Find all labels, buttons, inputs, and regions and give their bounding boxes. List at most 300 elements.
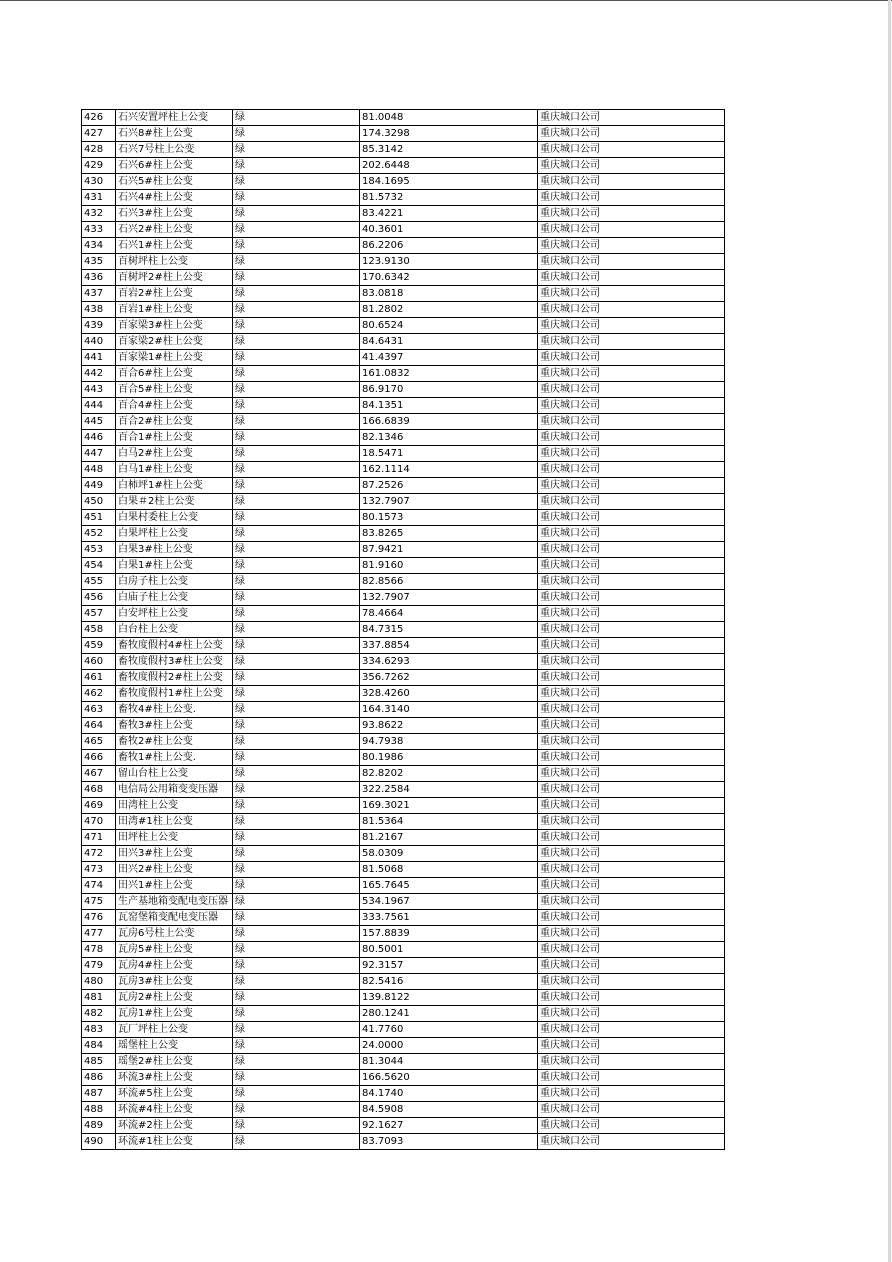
measurement-value-cell[interactable]: 41.7760 — [360, 1022, 538, 1038]
company-name-cell[interactable]: 重庆城口公司 — [538, 990, 725, 1006]
row-number-cell[interactable]: 472 — [82, 846, 116, 862]
measurement-value-cell[interactable]: 94.7938 — [360, 734, 538, 750]
transformer-name-cell[interactable]: 百合2#柱上公变 — [116, 414, 233, 430]
company-name-cell[interactable]: 重庆城口公司 — [538, 750, 725, 766]
company-name-cell[interactable]: 重庆城口公司 — [538, 1054, 725, 1070]
row-number-cell[interactable]: 454 — [82, 558, 116, 574]
row-number-cell[interactable]: 437 — [82, 286, 116, 302]
company-name-cell[interactable]: 重庆城口公司 — [538, 462, 725, 478]
status-color-cell[interactable]: 绿 — [233, 478, 360, 494]
row-number-cell[interactable]: 482 — [82, 1006, 116, 1022]
measurement-value-cell[interactable]: 202.6448 — [360, 158, 538, 174]
transformer-name-cell[interactable]: 百合6#柱上公变 — [116, 366, 233, 382]
row-number-cell[interactable]: 458 — [82, 622, 116, 638]
measurement-value-cell[interactable]: 18.5471 — [360, 446, 538, 462]
row-number-cell[interactable]: 460 — [82, 654, 116, 670]
company-name-cell[interactable]: 重庆城口公司 — [538, 782, 725, 798]
company-name-cell[interactable]: 重庆城口公司 — [538, 670, 725, 686]
transformer-name-cell[interactable]: 瓦房4#柱上公变 — [116, 958, 233, 974]
row-number-cell[interactable]: 477 — [82, 926, 116, 942]
company-name-cell[interactable]: 重庆城口公司 — [538, 446, 725, 462]
measurement-value-cell[interactable]: 93.8622 — [360, 718, 538, 734]
company-name-cell[interactable]: 重庆城口公司 — [538, 382, 725, 398]
row-number-cell[interactable]: 478 — [82, 942, 116, 958]
status-color-cell[interactable]: 绿 — [233, 222, 360, 238]
transformer-name-cell[interactable]: 百合5#柱上公变 — [116, 382, 233, 398]
row-number-cell[interactable]: 471 — [82, 830, 116, 846]
company-name-cell[interactable]: 重庆城口公司 — [538, 334, 725, 350]
company-name-cell[interactable]: 重庆城口公司 — [538, 1118, 725, 1134]
company-name-cell[interactable]: 重庆城口公司 — [538, 494, 725, 510]
company-name-cell[interactable]: 重庆城口公司 — [538, 510, 725, 526]
status-color-cell[interactable]: 绿 — [233, 110, 360, 126]
company-name-cell[interactable]: 重庆城口公司 — [538, 286, 725, 302]
status-color-cell[interactable]: 绿 — [233, 974, 360, 990]
measurement-value-cell[interactable]: 86.2206 — [360, 238, 538, 254]
status-color-cell[interactable]: 绿 — [233, 1086, 360, 1102]
row-number-cell[interactable]: 484 — [82, 1038, 116, 1054]
row-number-cell[interactable]: 483 — [82, 1022, 116, 1038]
company-name-cell[interactable]: 重庆城口公司 — [538, 718, 725, 734]
status-color-cell[interactable]: 绿 — [233, 814, 360, 830]
company-name-cell[interactable]: 重庆城口公司 — [538, 414, 725, 430]
measurement-value-cell[interactable]: 165.7645 — [360, 878, 538, 894]
transformer-name-cell[interactable]: 电信局公用箱变变压器 — [116, 782, 233, 798]
row-number-cell[interactable]: 455 — [82, 574, 116, 590]
transformer-name-cell[interactable]: 白果村委柱上公变 — [116, 510, 233, 526]
transformer-name-cell[interactable]: 畜牧4#柱上公变. — [116, 702, 233, 718]
transformer-name-cell[interactable]: 白果3#柱上公变 — [116, 542, 233, 558]
row-number-cell[interactable]: 431 — [82, 190, 116, 206]
status-color-cell[interactable]: 绿 — [233, 1054, 360, 1070]
measurement-value-cell[interactable]: 81.2167 — [360, 830, 538, 846]
row-number-cell[interactable]: 487 — [82, 1086, 116, 1102]
transformer-name-cell[interactable]: 石兴5#柱上公变 — [116, 174, 233, 190]
transformer-name-cell[interactable]: 百树坪柱上公变 — [116, 254, 233, 270]
company-name-cell[interactable]: 重庆城口公司 — [538, 574, 725, 590]
transformer-name-cell[interactable]: 百岩1#柱上公变 — [116, 302, 233, 318]
measurement-value-cell[interactable]: 92.3157 — [360, 958, 538, 974]
company-name-cell[interactable]: 重庆城口公司 — [538, 958, 725, 974]
measurement-value-cell[interactable]: 84.6431 — [360, 334, 538, 350]
status-color-cell[interactable]: 绿 — [233, 942, 360, 958]
transformer-name-cell[interactable]: 百树坪2#柱上公变 — [116, 270, 233, 286]
transformer-name-cell[interactable]: 百岩2#柱上公变 — [116, 286, 233, 302]
status-color-cell[interactable]: 绿 — [233, 350, 360, 366]
transformer-name-cell[interactable]: 环流#2柱上公变 — [116, 1118, 233, 1134]
company-name-cell[interactable]: 重庆城口公司 — [538, 126, 725, 142]
transformer-name-cell[interactable]: 石兴6#柱上公变 — [116, 158, 233, 174]
status-color-cell[interactable]: 绿 — [233, 734, 360, 750]
transformer-name-cell[interactable]: 石兴1#柱上公变 — [116, 238, 233, 254]
company-name-cell[interactable]: 重庆城口公司 — [538, 158, 725, 174]
row-number-cell[interactable]: 466 — [82, 750, 116, 766]
transformer-name-cell[interactable]: 环流#4柱上公变 — [116, 1102, 233, 1118]
status-color-cell[interactable]: 绿 — [233, 254, 360, 270]
company-name-cell[interactable]: 重庆城口公司 — [538, 366, 725, 382]
status-color-cell[interactable]: 绿 — [233, 910, 360, 926]
measurement-value-cell[interactable]: 80.1986 — [360, 750, 538, 766]
row-number-cell[interactable]: 461 — [82, 670, 116, 686]
company-name-cell[interactable]: 重庆城口公司 — [538, 174, 725, 190]
row-number-cell[interactable]: 474 — [82, 878, 116, 894]
status-color-cell[interactable]: 绿 — [233, 318, 360, 334]
transformer-name-cell[interactable]: 生产基地箱变配电变压器 — [116, 894, 233, 910]
measurement-value-cell[interactable]: 123.9130 — [360, 254, 538, 270]
company-name-cell[interactable]: 重庆城口公司 — [538, 894, 725, 910]
transformer-name-cell[interactable]: 畜牧3#柱上公变 — [116, 718, 233, 734]
measurement-value-cell[interactable]: 40.3601 — [360, 222, 538, 238]
company-name-cell[interactable]: 重庆城口公司 — [538, 318, 725, 334]
status-color-cell[interactable]: 绿 — [233, 830, 360, 846]
status-color-cell[interactable]: 绿 — [233, 718, 360, 734]
measurement-value-cell[interactable]: 84.5908 — [360, 1102, 538, 1118]
company-name-cell[interactable]: 重庆城口公司 — [538, 702, 725, 718]
status-color-cell[interactable]: 绿 — [233, 462, 360, 478]
row-number-cell[interactable]: 470 — [82, 814, 116, 830]
transformer-name-cell[interactable]: 田兴1#柱上公变 — [116, 878, 233, 894]
status-color-cell[interactable]: 绿 — [233, 638, 360, 654]
status-color-cell[interactable]: 绿 — [233, 926, 360, 942]
row-number-cell[interactable]: 489 — [82, 1118, 116, 1134]
transformer-name-cell[interactable]: 田兴3#柱上公变 — [116, 846, 233, 862]
row-number-cell[interactable]: 426 — [82, 110, 116, 126]
status-color-cell[interactable]: 绿 — [233, 1070, 360, 1086]
row-number-cell[interactable]: 485 — [82, 1054, 116, 1070]
row-number-cell[interactable]: 463 — [82, 702, 116, 718]
measurement-value-cell[interactable]: 184.1695 — [360, 174, 538, 190]
company-name-cell[interactable]: 重庆城口公司 — [538, 734, 725, 750]
row-number-cell[interactable]: 428 — [82, 142, 116, 158]
transformer-name-cell[interactable]: 瓦房1#柱上公变 — [116, 1006, 233, 1022]
transformer-name-cell[interactable]: 瓦房2#柱上公变 — [116, 990, 233, 1006]
status-color-cell[interactable]: 绿 — [233, 510, 360, 526]
measurement-value-cell[interactable]: 132.7907 — [360, 590, 538, 606]
company-name-cell[interactable]: 重庆城口公司 — [538, 542, 725, 558]
measurement-value-cell[interactable]: 84.7315 — [360, 622, 538, 638]
company-name-cell[interactable]: 重庆城口公司 — [538, 1070, 725, 1086]
company-name-cell[interactable]: 重庆城口公司 — [538, 430, 725, 446]
transformer-name-cell[interactable]: 白马1#柱上公变 — [116, 462, 233, 478]
measurement-value-cell[interactable]: 84.1740 — [360, 1086, 538, 1102]
row-number-cell[interactable]: 438 — [82, 302, 116, 318]
transformer-name-cell[interactable]: 田湾柱上公变 — [116, 798, 233, 814]
status-color-cell[interactable]: 绿 — [233, 1134, 360, 1150]
transformer-name-cell[interactable]: 白房子柱上公变 — [116, 574, 233, 590]
measurement-value-cell[interactable]: 81.9160 — [360, 558, 538, 574]
row-number-cell[interactable]: 445 — [82, 414, 116, 430]
transformer-name-cell[interactable]: 环流#1柱上公变 — [116, 1134, 233, 1150]
company-name-cell[interactable]: 重庆城口公司 — [538, 398, 725, 414]
status-color-cell[interactable]: 绿 — [233, 958, 360, 974]
measurement-value-cell[interactable]: 337.8854 — [360, 638, 538, 654]
row-number-cell[interactable]: 456 — [82, 590, 116, 606]
status-color-cell[interactable]: 绿 — [233, 238, 360, 254]
status-color-cell[interactable]: 绿 — [233, 366, 360, 382]
status-color-cell[interactable]: 绿 — [233, 990, 360, 1006]
row-number-cell[interactable]: 480 — [82, 974, 116, 990]
transformer-name-cell[interactable]: 白台柱上公变 — [116, 622, 233, 638]
measurement-value-cell[interactable]: 80.6524 — [360, 318, 538, 334]
transformer-name-cell[interactable]: 白安坪柱上公变 — [116, 606, 233, 622]
status-color-cell[interactable]: 绿 — [233, 862, 360, 878]
status-color-cell[interactable]: 绿 — [233, 398, 360, 414]
company-name-cell[interactable]: 重庆城口公司 — [538, 798, 725, 814]
company-name-cell[interactable]: 重庆城口公司 — [538, 638, 725, 654]
status-color-cell[interactable]: 绿 — [233, 1102, 360, 1118]
measurement-value-cell[interactable]: 78.4664 — [360, 606, 538, 622]
measurement-value-cell[interactable]: 534.1967 — [360, 894, 538, 910]
status-color-cell[interactable]: 绿 — [233, 670, 360, 686]
row-number-cell[interactable]: 468 — [82, 782, 116, 798]
transformer-name-cell[interactable]: 百合4#柱上公变 — [116, 398, 233, 414]
row-number-cell[interactable]: 436 — [82, 270, 116, 286]
company-name-cell[interactable]: 重庆城口公司 — [538, 654, 725, 670]
status-color-cell[interactable]: 绿 — [233, 1022, 360, 1038]
measurement-value-cell[interactable]: 81.0048 — [360, 110, 538, 126]
transformer-name-cell[interactable]: 瓦窑堡箱变配电变压器 — [116, 910, 233, 926]
row-number-cell[interactable]: 435 — [82, 254, 116, 270]
transformer-name-cell[interactable]: 石兴2#柱上公变 — [116, 222, 233, 238]
measurement-value-cell[interactable]: 334.6293 — [360, 654, 538, 670]
status-color-cell[interactable]: 绿 — [233, 286, 360, 302]
status-color-cell[interactable]: 绿 — [233, 270, 360, 286]
status-color-cell[interactable]: 绿 — [233, 126, 360, 142]
transformer-name-cell[interactable]: 百家梁2#柱上公变 — [116, 334, 233, 350]
company-name-cell[interactable]: 重庆城口公司 — [538, 478, 725, 494]
measurement-value-cell[interactable]: 161.0832 — [360, 366, 538, 382]
row-number-cell[interactable]: 446 — [82, 430, 116, 446]
measurement-value-cell[interactable]: 170.6342 — [360, 270, 538, 286]
transformer-name-cell[interactable]: 瓦房6号柱上公变 — [116, 926, 233, 942]
company-name-cell[interactable]: 重庆城口公司 — [538, 846, 725, 862]
transformer-name-cell[interactable]: 畜牧1#柱上公变. — [116, 750, 233, 766]
measurement-value-cell[interactable]: 83.8265 — [360, 526, 538, 542]
row-number-cell[interactable]: 453 — [82, 542, 116, 558]
row-number-cell[interactable]: 430 — [82, 174, 116, 190]
measurement-value-cell[interactable]: 81.5364 — [360, 814, 538, 830]
status-color-cell[interactable]: 绿 — [233, 1118, 360, 1134]
row-number-cell[interactable]: 481 — [82, 990, 116, 1006]
row-number-cell[interactable]: 429 — [82, 158, 116, 174]
measurement-value-cell[interactable]: 41.4397 — [360, 350, 538, 366]
transformer-name-cell[interactable]: 环流3#柱上公变 — [116, 1070, 233, 1086]
transformer-name-cell[interactable]: 白果坪柱上公变 — [116, 526, 233, 542]
row-number-cell[interactable]: 427 — [82, 126, 116, 142]
status-color-cell[interactable]: 绿 — [233, 158, 360, 174]
row-number-cell[interactable]: 469 — [82, 798, 116, 814]
measurement-value-cell[interactable]: 174.3298 — [360, 126, 538, 142]
status-color-cell[interactable]: 绿 — [233, 1006, 360, 1022]
row-number-cell[interactable]: 473 — [82, 862, 116, 878]
measurement-value-cell[interactable]: 157.8839 — [360, 926, 538, 942]
row-number-cell[interactable]: 441 — [82, 350, 116, 366]
status-color-cell[interactable]: 绿 — [233, 414, 360, 430]
row-number-cell[interactable]: 451 — [82, 510, 116, 526]
company-name-cell[interactable]: 重庆城口公司 — [538, 1006, 725, 1022]
transformer-name-cell[interactable]: 留山台柱上公变 — [116, 766, 233, 782]
status-color-cell[interactable]: 绿 — [233, 430, 360, 446]
measurement-value-cell[interactable]: 162.1114 — [360, 462, 538, 478]
row-number-cell[interactable]: 443 — [82, 382, 116, 398]
measurement-value-cell[interactable]: 132.7907 — [360, 494, 538, 510]
transformer-name-cell[interactable]: 瓦厂坪柱上公变 — [116, 1022, 233, 1038]
row-number-cell[interactable]: 452 — [82, 526, 116, 542]
measurement-value-cell[interactable]: 169.3021 — [360, 798, 538, 814]
row-number-cell[interactable]: 490 — [82, 1134, 116, 1150]
measurement-value-cell[interactable]: 86.9170 — [360, 382, 538, 398]
measurement-value-cell[interactable]: 81.5068 — [360, 862, 538, 878]
row-number-cell[interactable]: 450 — [82, 494, 116, 510]
company-name-cell[interactable]: 重庆城口公司 — [538, 974, 725, 990]
measurement-value-cell[interactable]: 164.3140 — [360, 702, 538, 718]
status-color-cell[interactable]: 绿 — [233, 334, 360, 350]
measurement-value-cell[interactable]: 322.2584 — [360, 782, 538, 798]
measurement-value-cell[interactable]: 82.1346 — [360, 430, 538, 446]
status-color-cell[interactable]: 绿 — [233, 590, 360, 606]
company-name-cell[interactable]: 重庆城口公司 — [538, 606, 725, 622]
status-color-cell[interactable]: 绿 — [233, 622, 360, 638]
status-color-cell[interactable]: 绿 — [233, 174, 360, 190]
company-name-cell[interactable]: 重庆城口公司 — [538, 1102, 725, 1118]
company-name-cell[interactable]: 重庆城口公司 — [538, 590, 725, 606]
row-number-cell[interactable]: 486 — [82, 1070, 116, 1086]
company-name-cell[interactable]: 重庆城口公司 — [538, 558, 725, 574]
transformer-name-cell[interactable]: 田兴2#柱上公变 — [116, 862, 233, 878]
measurement-value-cell[interactable]: 80.5001 — [360, 942, 538, 958]
transformer-name-cell[interactable]: 瓦房3#柱上公变 — [116, 974, 233, 990]
row-number-cell[interactable]: 432 — [82, 206, 116, 222]
status-color-cell[interactable]: 绿 — [233, 686, 360, 702]
company-name-cell[interactable]: 重庆城口公司 — [538, 766, 725, 782]
status-color-cell[interactable]: 绿 — [233, 142, 360, 158]
status-color-cell[interactable]: 绿 — [233, 558, 360, 574]
measurement-value-cell[interactable]: 83.0818 — [360, 286, 538, 302]
company-name-cell[interactable]: 重庆城口公司 — [538, 830, 725, 846]
measurement-value-cell[interactable]: 328.4260 — [360, 686, 538, 702]
measurement-value-cell[interactable]: 81.2802 — [360, 302, 538, 318]
row-number-cell[interactable]: 440 — [82, 334, 116, 350]
company-name-cell[interactable]: 重庆城口公司 — [538, 254, 725, 270]
status-color-cell[interactable]: 绿 — [233, 574, 360, 590]
status-color-cell[interactable]: 绿 — [233, 702, 360, 718]
transformer-name-cell[interactable]: 环流#5柱上公变 — [116, 1086, 233, 1102]
row-number-cell[interactable]: 449 — [82, 478, 116, 494]
transformer-name-cell[interactable]: 石兴8#柱上公变 — [116, 126, 233, 142]
measurement-value-cell[interactable]: 87.2526 — [360, 478, 538, 494]
status-color-cell[interactable]: 绿 — [233, 494, 360, 510]
transformer-name-cell[interactable]: 田湾#1柱上公变 — [116, 814, 233, 830]
company-name-cell[interactable]: 重庆城口公司 — [538, 910, 725, 926]
company-name-cell[interactable]: 重庆城口公司 — [538, 350, 725, 366]
transformer-name-cell[interactable]: 白庙子柱上公变 — [116, 590, 233, 606]
company-name-cell[interactable]: 重庆城口公司 — [538, 302, 725, 318]
transformer-name-cell[interactable]: 石兴4#柱上公变 — [116, 190, 233, 206]
company-name-cell[interactable]: 重庆城口公司 — [538, 686, 725, 702]
row-number-cell[interactable]: 476 — [82, 910, 116, 926]
status-color-cell[interactable]: 绿 — [233, 894, 360, 910]
company-name-cell[interactable]: 重庆城口公司 — [538, 190, 725, 206]
company-name-cell[interactable]: 重庆城口公司 — [538, 862, 725, 878]
transformer-name-cell[interactable]: 石兴3#柱上公变 — [116, 206, 233, 222]
status-color-cell[interactable]: 绿 — [233, 782, 360, 798]
status-color-cell[interactable]: 绿 — [233, 382, 360, 398]
measurement-value-cell[interactable]: 166.5620 — [360, 1070, 538, 1086]
company-name-cell[interactable]: 重庆城口公司 — [538, 942, 725, 958]
measurement-value-cell[interactable]: 280.1241 — [360, 1006, 538, 1022]
status-color-cell[interactable]: 绿 — [233, 878, 360, 894]
transformer-name-cell[interactable]: 百家梁1#柱上公变 — [116, 350, 233, 366]
status-color-cell[interactable]: 绿 — [233, 190, 360, 206]
transformer-name-cell[interactable]: 白马2#柱上公变 — [116, 446, 233, 462]
company-name-cell[interactable]: 重庆城口公司 — [538, 526, 725, 542]
row-number-cell[interactable]: 464 — [82, 718, 116, 734]
status-color-cell[interactable]: 绿 — [233, 846, 360, 862]
row-number-cell[interactable]: 475 — [82, 894, 116, 910]
transformer-name-cell[interactable]: 畜牧度假村3#柱上公变 — [116, 654, 233, 670]
measurement-value-cell[interactable]: 85.3142 — [360, 142, 538, 158]
transformer-name-cell[interactable]: 石兴安置坪柱上公变 — [116, 110, 233, 126]
transformer-name-cell[interactable]: 田坪柱上公变 — [116, 830, 233, 846]
measurement-value-cell[interactable]: 139.8122 — [360, 990, 538, 1006]
measurement-value-cell[interactable]: 81.3044 — [360, 1054, 538, 1070]
company-name-cell[interactable]: 重庆城口公司 — [538, 814, 725, 830]
status-color-cell[interactable]: 绿 — [233, 526, 360, 542]
company-name-cell[interactable]: 重庆城口公司 — [538, 142, 725, 158]
transformer-name-cell[interactable]: 白果＃2柱上公变 — [116, 494, 233, 510]
company-name-cell[interactable]: 重庆城口公司 — [538, 238, 725, 254]
row-number-cell[interactable]: 459 — [82, 638, 116, 654]
transformer-name-cell[interactable]: 畜牧度假村2#柱上公变 — [116, 670, 233, 686]
transformer-name-cell[interactable]: 畜牧2#柱上公变 — [116, 734, 233, 750]
transformer-name-cell[interactable]: 畜牧度假村4#柱上公变 — [116, 638, 233, 654]
status-color-cell[interactable]: 绿 — [233, 606, 360, 622]
status-color-cell[interactable]: 绿 — [233, 750, 360, 766]
transformer-name-cell[interactable]: 百合1#柱上公变 — [116, 430, 233, 446]
row-number-cell[interactable]: 457 — [82, 606, 116, 622]
company-name-cell[interactable]: 重庆城口公司 — [538, 206, 725, 222]
status-color-cell[interactable]: 绿 — [233, 446, 360, 462]
status-color-cell[interactable]: 绿 — [233, 542, 360, 558]
measurement-value-cell[interactable]: 166.6839 — [360, 414, 538, 430]
company-name-cell[interactable]: 重庆城口公司 — [538, 878, 725, 894]
transformer-name-cell[interactable]: 瑶堡2#柱上公变 — [116, 1054, 233, 1070]
row-number-cell[interactable]: 439 — [82, 318, 116, 334]
company-name-cell[interactable]: 重庆城口公司 — [538, 1086, 725, 1102]
company-name-cell[interactable]: 重庆城口公司 — [538, 1022, 725, 1038]
status-color-cell[interactable]: 绿 — [233, 654, 360, 670]
measurement-value-cell[interactable]: 87.9421 — [360, 542, 538, 558]
transformer-name-cell[interactable]: 瑶堡柱上公变 — [116, 1038, 233, 1054]
measurement-value-cell[interactable]: 84.1351 — [360, 398, 538, 414]
transformer-name-cell[interactable]: 瓦房5#柱上公变 — [116, 942, 233, 958]
row-number-cell[interactable]: 479 — [82, 958, 116, 974]
transformer-name-cell[interactable]: 畜牧度假村1#柱上公变 — [116, 686, 233, 702]
row-number-cell[interactable]: 467 — [82, 766, 116, 782]
measurement-value-cell[interactable]: 24.0000 — [360, 1038, 538, 1054]
status-color-cell[interactable]: 绿 — [233, 798, 360, 814]
transformer-name-cell[interactable]: 白果1#柱上公变 — [116, 558, 233, 574]
company-name-cell[interactable]: 重庆城口公司 — [538, 926, 725, 942]
measurement-value-cell[interactable]: 82.8202 — [360, 766, 538, 782]
measurement-value-cell[interactable]: 80.1573 — [360, 510, 538, 526]
company-name-cell[interactable]: 重庆城口公司 — [538, 110, 725, 126]
transformer-name-cell[interactable]: 白柿坪1#柱上公变 — [116, 478, 233, 494]
company-name-cell[interactable]: 重庆城口公司 — [538, 622, 725, 638]
row-number-cell[interactable]: 433 — [82, 222, 116, 238]
company-name-cell[interactable]: 重庆城口公司 — [538, 222, 725, 238]
row-number-cell[interactable]: 444 — [82, 398, 116, 414]
